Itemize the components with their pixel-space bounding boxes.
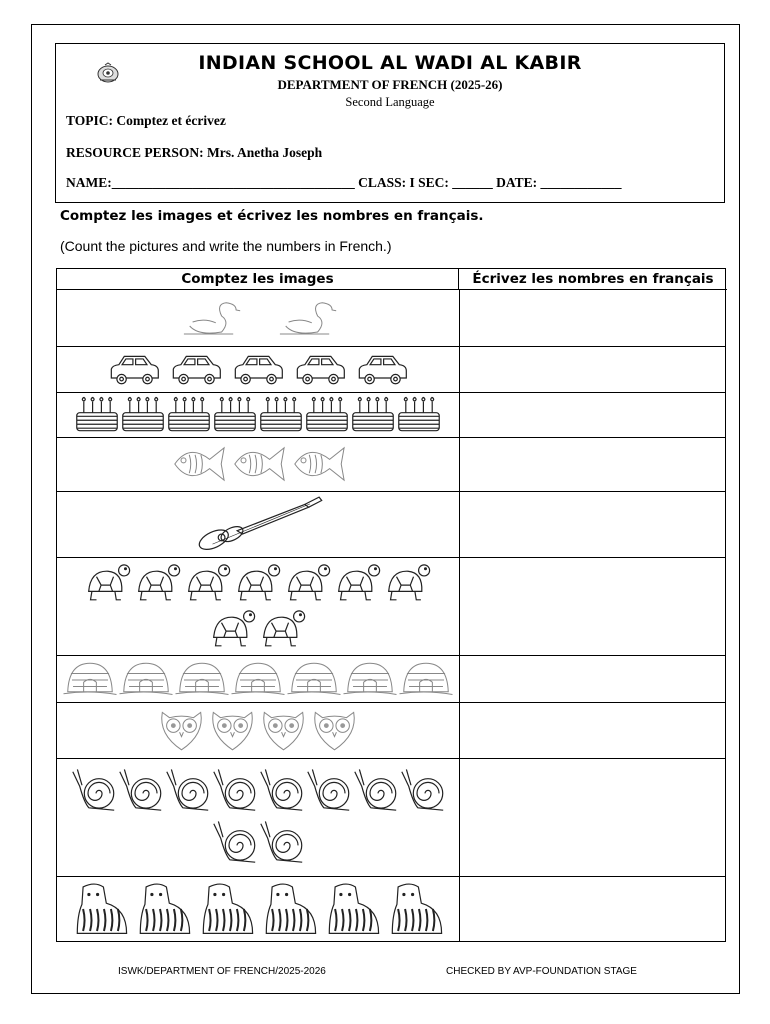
snail-icon	[261, 769, 302, 810]
birthday-cake-icon	[307, 397, 347, 430]
fish-icon	[175, 448, 224, 480]
owl-icon	[315, 712, 354, 749]
birthday-cake-icon	[399, 397, 439, 430]
tiger-icon	[392, 884, 441, 933]
topic-line: TOPIC: Comptez et écrivez	[66, 113, 226, 128]
col-header-count: Comptez les images	[57, 269, 459, 290]
department-line: DEPARTMENT OF FRENCH (2025-26)	[277, 77, 503, 92]
snail-icon	[167, 769, 208, 810]
instruction-english: (Count the pictures and write the numbers in French.)	[60, 238, 392, 254]
turtle-icon	[389, 565, 430, 600]
answer-cell[interactable]	[460, 392, 726, 437]
snail-icon	[261, 821, 302, 862]
snail-icon	[355, 769, 396, 810]
language-line: Second Language	[345, 95, 435, 109]
tiger-icon	[77, 884, 126, 933]
igloo-icon	[400, 663, 453, 694]
snail-icon	[402, 769, 443, 810]
answer-cell[interactable]	[460, 758, 726, 876]
answer-cell[interactable]	[460, 437, 726, 491]
turtle-icon	[239, 565, 280, 600]
fish-group	[57, 437, 459, 491]
col-header-write: Écrivez les nombres en français	[459, 269, 727, 290]
instruction-french: Comptez les images et écrivez les nombres en français.	[60, 208, 484, 224]
turtle-icon	[339, 565, 380, 600]
answer-cell[interactable]	[460, 557, 726, 655]
turtle-icon	[264, 611, 305, 646]
turtle-icon	[139, 565, 180, 600]
answer-cell[interactable]	[460, 702, 726, 758]
name-class-line[interactable]: NAME:____________________________________ CLASS: I SEC: ______ DATE: ____________	[66, 175, 622, 190]
answer-cell[interactable]	[460, 876, 726, 942]
duck-icon	[184, 303, 240, 334]
car-icon	[173, 356, 220, 383]
snail-icon	[120, 769, 161, 810]
picture-cell	[57, 655, 459, 702]
tiger-group	[57, 876, 459, 942]
birthday-cake-group	[57, 392, 459, 437]
fish-icon	[235, 448, 284, 480]
birthday-cake-icon	[169, 397, 209, 430]
snail-icon	[308, 769, 349, 810]
turtle-group	[57, 557, 459, 655]
owl-icon	[213, 712, 252, 749]
turtle-icon	[289, 565, 330, 600]
car-icon	[235, 356, 282, 383]
picture-cell	[57, 346, 459, 392]
igloo-group	[57, 655, 459, 702]
car-icon	[297, 356, 344, 383]
school-title: INDIAN SCHOOL AL WADI AL KABIR	[198, 52, 582, 74]
tiger-icon	[266, 884, 315, 933]
counting-table	[56, 268, 726, 942]
owl-icon	[264, 712, 303, 749]
birthday-cake-icon	[123, 397, 163, 430]
birthday-cake-icon	[353, 397, 393, 430]
snail-icon	[214, 769, 255, 810]
picture-cell	[57, 290, 459, 346]
answer-cell[interactable]	[460, 346, 726, 392]
birthday-cake-icon	[261, 397, 301, 430]
owl-icon	[162, 712, 201, 749]
owl-group	[57, 702, 459, 758]
guitar-icon	[196, 497, 321, 553]
fish-icon	[295, 448, 344, 480]
snail-icon	[73, 769, 114, 810]
picture-cell	[57, 392, 459, 437]
tiger-icon	[203, 884, 252, 933]
answer-cell[interactable]	[460, 491, 726, 557]
car-icon	[359, 356, 406, 383]
picture-cell	[57, 876, 459, 942]
turtle-icon	[89, 565, 130, 600]
picture-cell	[57, 491, 459, 557]
snail-group	[57, 758, 459, 876]
header-box	[55, 43, 725, 203]
footer-department: ISWK/DEPARTMENT OF FRENCH/2025-2026	[118, 966, 326, 977]
tiger-icon	[329, 884, 378, 933]
turtle-icon	[189, 565, 230, 600]
tiger-icon	[140, 884, 189, 933]
snail-icon	[214, 821, 255, 862]
igloo-icon	[232, 663, 285, 694]
picture-cell	[57, 758, 459, 876]
picture-cell	[57, 702, 459, 758]
igloo-icon	[64, 663, 117, 694]
car-group	[57, 346, 459, 392]
duck-group	[57, 290, 459, 346]
birthday-cake-icon	[215, 397, 255, 430]
answer-cell[interactable]	[460, 655, 726, 702]
answer-cell[interactable]	[460, 290, 726, 346]
birthday-cake-icon	[77, 397, 117, 430]
picture-cell	[57, 557, 459, 655]
igloo-icon	[176, 663, 229, 694]
duck-icon	[280, 303, 336, 334]
igloo-icon	[288, 663, 341, 694]
igloo-icon	[120, 663, 173, 694]
picture-cell	[57, 437, 459, 491]
car-icon	[111, 356, 158, 383]
turtle-icon	[214, 611, 255, 646]
guitar-group	[57, 491, 459, 557]
resource-person-line: RESOURCE PERSON: Mrs. Anetha Joseph	[66, 145, 323, 160]
igloo-icon	[344, 663, 397, 694]
footer-checked: CHECKED BY AVP-FOUNDATION STAGE	[446, 966, 637, 977]
